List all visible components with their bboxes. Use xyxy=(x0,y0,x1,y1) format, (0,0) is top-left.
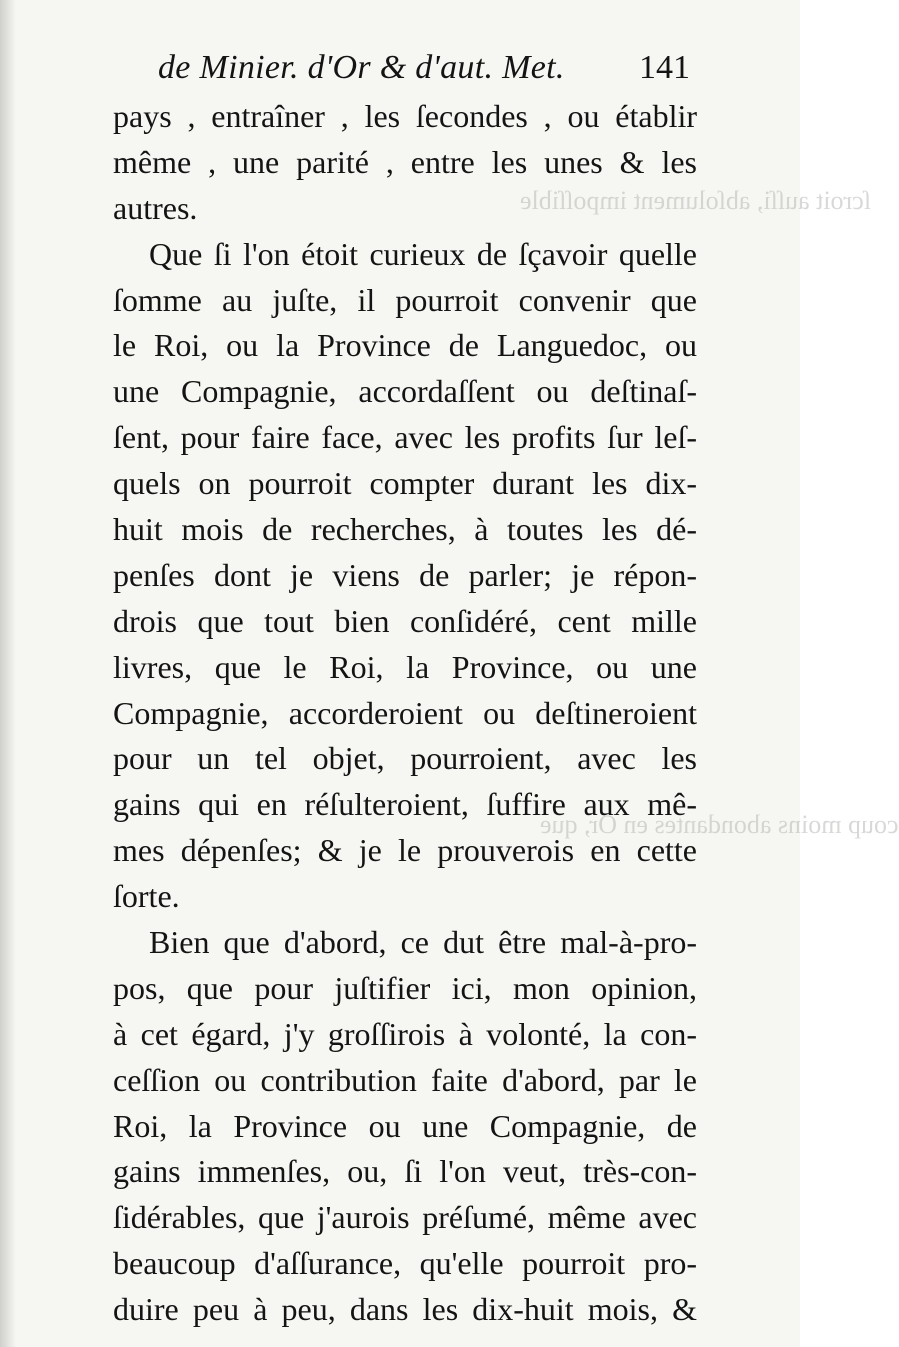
text-line: à cet égard, j'y groſſirois à volonté, la con- xyxy=(113,1015,697,1052)
text-line: même , une parité , entre les unes & les xyxy=(113,143,697,180)
running-head xyxy=(110,40,690,96)
text-line: pour un tel objet, pourroient, avec les xyxy=(113,740,697,777)
text-line: ſorte. xyxy=(113,878,180,915)
text-line: ceſſion ou contribution faite d'abord, par le xyxy=(113,1061,697,1098)
text-line: mes dépenſes; & je le prouverois en cette xyxy=(113,832,697,869)
body-text xyxy=(113,94,697,1333)
page-gutter-shadow xyxy=(0,0,16,1347)
paragraph-start-line: Que ſi l'on étoit curieux de ſçavoir quelle xyxy=(149,235,697,272)
running-title: de Minier. d'Or & d'aut. Met. xyxy=(158,49,565,86)
text-line: pos, que pour juſtifier ici, mon opinion, xyxy=(113,969,697,1006)
text-line: pays , entraîner , les ſecondes , ou établir xyxy=(113,98,697,134)
paragraph-start-line: Bien que d'abord, ce dut être mal-à-pro- xyxy=(149,924,697,961)
text-line: quels on pourroit compter durant les dix- xyxy=(113,465,697,502)
text-line: beaucoup d'aſſurance, qu'elle pourroit pro- xyxy=(113,1245,697,1282)
text-line: gains immenſes, ou, ſi l'on veut, très-con- xyxy=(113,1153,697,1190)
text-line: gains qui en réſulteroient, ſuffire aux mê- xyxy=(113,786,697,823)
page-number: 141 xyxy=(639,49,690,86)
text-line: drois que tout bien conſidéré, cent mille xyxy=(113,602,697,639)
text-line: une Compagnie, accordaſſent ou deſtinaſ- xyxy=(113,373,697,410)
text-line: duire peu à peu, dans les dix-huit mois, & xyxy=(113,1291,697,1328)
text-line: autres. xyxy=(113,189,198,226)
text-line: ſidérables, que j'aurois préſumé, même avec xyxy=(113,1199,697,1236)
text-line: ſomme au juſte, il pourroit convenir que xyxy=(113,281,697,318)
text-line: le Roi, ou la Province de Languedoc, ou xyxy=(113,327,697,364)
text-line: huit mois de recherches, à toutes les dé- xyxy=(113,511,697,548)
text-line: livres, que le Roi, la Province, ou une xyxy=(113,648,697,685)
bleed-through-text: ſcroit auſſi, abſolument impoſſible xyxy=(520,186,871,215)
text-line: ſent, pour faire face, avec les profits ſur leſ- xyxy=(113,419,697,456)
text-line: Compagnie, accorderoient ou deſtineroient xyxy=(113,694,697,731)
bleed-through-text: coup moins abondantes en Or, que xyxy=(540,810,899,839)
text-line: penſes dont je viens de parler; je répon- xyxy=(113,556,697,593)
text-line: Roi, la Province ou une Compagnie, de xyxy=(113,1107,697,1144)
